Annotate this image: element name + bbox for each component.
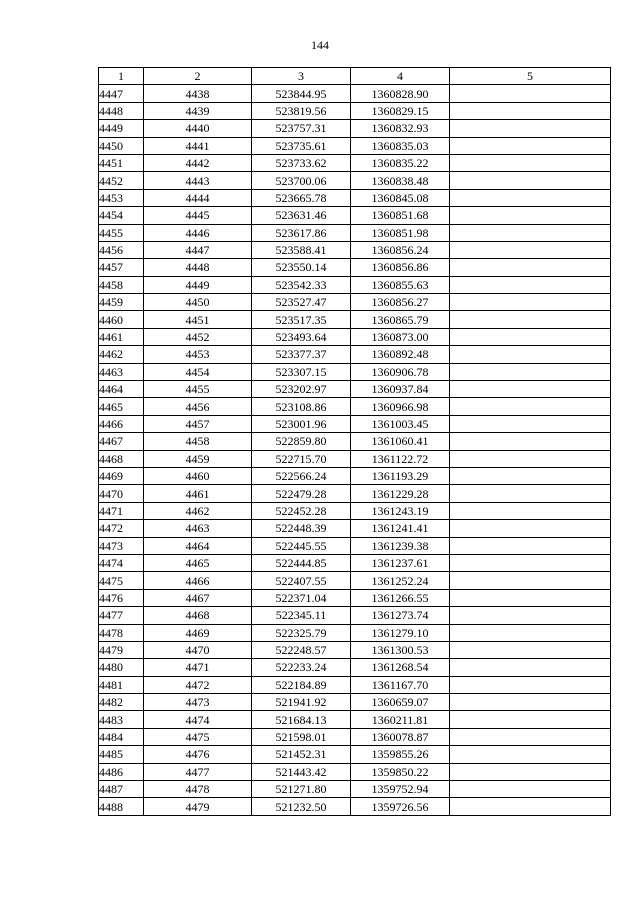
table-cell-col-1: 4472 — [99, 520, 144, 537]
table-cell-col-2: 4477 — [144, 763, 252, 780]
table-cell-col-2: 4468 — [144, 607, 252, 624]
table-cell-col-5 — [450, 172, 611, 189]
table-cell-col-5 — [450, 346, 611, 363]
table-cell-col-2: 4471 — [144, 659, 252, 676]
table-cell-col-3: 522859.80 — [252, 433, 351, 450]
table-cell-col-2: 4456 — [144, 398, 252, 415]
table-cell-col-4: 1360856.24 — [351, 241, 450, 258]
table-cell-col-1: 4475 — [99, 572, 144, 589]
table-cell-col-3: 523108.86 — [252, 398, 351, 415]
table-cell-col-5 — [450, 415, 611, 432]
table-cell-col-5 — [450, 537, 611, 554]
table-cell-col-1: 4487 — [99, 781, 144, 798]
table-cell-col-3: 521232.50 — [252, 798, 351, 815]
table-cell-col-4: 1361167.70 — [351, 676, 450, 693]
table-cell-col-1: 4452 — [99, 172, 144, 189]
table-cell-col-3: 523307.15 — [252, 363, 351, 380]
table-cell-col-1: 4473 — [99, 537, 144, 554]
table-row — [99, 172, 611, 189]
table-cell-col-2: 4455 — [144, 381, 252, 398]
table-cell-col-1: 4455 — [99, 224, 144, 241]
table-cell-col-5 — [450, 641, 611, 658]
table-cell-col-5 — [450, 763, 611, 780]
table-cell-col-1: 4488 — [99, 798, 144, 815]
table-cell-col-3: 523542.33 — [252, 276, 351, 293]
table-row — [99, 607, 611, 624]
table-row — [99, 711, 611, 728]
table-cell-col-3: 523757.31 — [252, 120, 351, 137]
table-row — [99, 415, 611, 432]
table-row — [99, 363, 611, 380]
table-cell-col-2: 4475 — [144, 728, 252, 745]
table-cell-col-1: 4457 — [99, 259, 144, 276]
table-row — [99, 433, 611, 450]
table-cell-col-2: 4454 — [144, 363, 252, 380]
table-cell-col-5 — [450, 520, 611, 537]
table-cell-col-5 — [450, 659, 611, 676]
table-cell-col-4: 1360078.87 — [351, 728, 450, 745]
table-cell-col-5 — [450, 711, 611, 728]
table-cell-col-1: 4465 — [99, 398, 144, 415]
table-cell-col-5 — [450, 781, 611, 798]
table-row — [99, 746, 611, 763]
table-cell-col-4: 1361060.41 — [351, 433, 450, 450]
table-cell-col-3: 522407.55 — [252, 572, 351, 589]
table-cell-col-2: 4469 — [144, 624, 252, 641]
table-row — [99, 502, 611, 519]
table-cell-col-2: 4478 — [144, 781, 252, 798]
table-cell-col-4: 1359850.22 — [351, 763, 450, 780]
table-cell-col-1: 4470 — [99, 485, 144, 502]
table-cell-col-1: 4450 — [99, 137, 144, 154]
table-cell-col-1: 4471 — [99, 502, 144, 519]
table-cell-col-2: 4473 — [144, 694, 252, 711]
table-cell-col-4: 1359726.56 — [351, 798, 450, 815]
table-cell-col-4: 1361266.55 — [351, 589, 450, 606]
table-cell-col-2: 4440 — [144, 120, 252, 137]
table-cell-col-5 — [450, 207, 611, 224]
table-row — [99, 328, 611, 345]
table-cell-col-2: 4445 — [144, 207, 252, 224]
table-cell-col-1: 4478 — [99, 624, 144, 641]
table-cell-col-5 — [450, 676, 611, 693]
table-row — [99, 537, 611, 554]
table-row — [99, 311, 611, 328]
table-cell-col-1: 4486 — [99, 763, 144, 780]
table-cell-col-2: 4441 — [144, 137, 252, 154]
table-cell-col-3: 522444.85 — [252, 554, 351, 571]
table-cell-col-1: 4480 — [99, 659, 144, 676]
table-cell-col-1: 4458 — [99, 276, 144, 293]
table-cell-col-1: 4481 — [99, 676, 144, 693]
table-cell-col-1: 4482 — [99, 694, 144, 711]
table-cell-col-4: 1361279.10 — [351, 624, 450, 641]
table-row — [99, 207, 611, 224]
table-cell-col-2: 4439 — [144, 102, 252, 119]
table-row — [99, 763, 611, 780]
table-cell-col-2: 4442 — [144, 154, 252, 171]
table-cell-col-1: 4459 — [99, 294, 144, 311]
table-cell-col-5 — [450, 467, 611, 484]
table-cell-col-5 — [450, 224, 611, 241]
table-cell-col-1: 4462 — [99, 346, 144, 363]
table-cell-col-5 — [450, 311, 611, 328]
table-cell-col-1: 4454 — [99, 207, 144, 224]
table-cell-col-1: 4477 — [99, 607, 144, 624]
table-cell-col-3: 522445.55 — [252, 537, 351, 554]
table-cell-col-3: 523588.41 — [252, 241, 351, 258]
table-cell-col-1: 4466 — [99, 415, 144, 432]
table-cell-col-4: 1360906.78 — [351, 363, 450, 380]
table-cell-col-2: 4449 — [144, 276, 252, 293]
table-cell-col-5 — [450, 189, 611, 206]
table-row — [99, 137, 611, 154]
table-cell-col-4: 1360937.84 — [351, 381, 450, 398]
table-cell-col-2: 4450 — [144, 294, 252, 311]
table-row — [99, 694, 611, 711]
table-cell-col-5 — [450, 728, 611, 745]
table-cell-col-2: 4448 — [144, 259, 252, 276]
table-cell-col-4: 1360855.63 — [351, 276, 450, 293]
table-cell-col-1: 4463 — [99, 363, 144, 380]
table-row — [99, 589, 611, 606]
table-cell-col-1: 4467 — [99, 433, 144, 450]
table-cell-col-2: 4472 — [144, 676, 252, 693]
table-cell-col-3: 522325.79 — [252, 624, 351, 641]
table-row — [99, 346, 611, 363]
table-cell-col-2: 4447 — [144, 241, 252, 258]
table-cell-col-1: 4447 — [99, 85, 144, 102]
table-cell-col-4: 1360851.68 — [351, 207, 450, 224]
table-cell-col-2: 4438 — [144, 85, 252, 102]
table-cell-col-1: 4449 — [99, 120, 144, 137]
table-cell-col-4: 1359752.94 — [351, 781, 450, 798]
table-cell-col-1: 4476 — [99, 589, 144, 606]
table-cell-col-5 — [450, 276, 611, 293]
table-cell-col-1: 4464 — [99, 381, 144, 398]
table-cell-col-4: 1360966.98 — [351, 398, 450, 415]
table-cell-col-4: 1360856.86 — [351, 259, 450, 276]
table-cell-col-1: 4448 — [99, 102, 144, 119]
table-cell-col-3: 523001.96 — [252, 415, 351, 432]
table-cell-col-4: 1360856.27 — [351, 294, 450, 311]
table-row — [99, 381, 611, 398]
table-cell-col-1: 4451 — [99, 154, 144, 171]
table-cell-col-4: 1360211.81 — [351, 711, 450, 728]
table-cell-col-2: 4452 — [144, 328, 252, 345]
table-cell-col-3: 522184.89 — [252, 676, 351, 693]
table-cell-col-2: 4476 — [144, 746, 252, 763]
table-cell-col-3: 522345.11 — [252, 607, 351, 624]
table-cell-col-5 — [450, 554, 611, 571]
table-row — [99, 120, 611, 137]
table-row — [99, 276, 611, 293]
table-cell-col-3: 523844.95 — [252, 85, 351, 102]
table-cell-col-3: 521452.31 — [252, 746, 351, 763]
column-header-3: 3 — [252, 68, 351, 85]
table-cell-col-5 — [450, 85, 611, 102]
table-cell-col-3: 522371.04 — [252, 589, 351, 606]
table-cell-col-4: 1361122.72 — [351, 450, 450, 467]
table-cell-col-5 — [450, 154, 611, 171]
table-cell-col-5 — [450, 485, 611, 502]
table-cell-col-5 — [450, 102, 611, 119]
table-cell-col-3: 523527.47 — [252, 294, 351, 311]
table-cell-col-3: 522452.28 — [252, 502, 351, 519]
table-cell-col-4: 1361237.61 — [351, 554, 450, 571]
table-cell-col-2: 4467 — [144, 589, 252, 606]
table-cell-col-3: 521684.13 — [252, 711, 351, 728]
table-cell-col-4: 1360865.79 — [351, 311, 450, 328]
table-cell-col-5 — [450, 259, 611, 276]
table-cell-col-3: 523550.14 — [252, 259, 351, 276]
table-cell-col-1: 4484 — [99, 728, 144, 745]
table-cell-col-4: 1360838.48 — [351, 172, 450, 189]
table-cell-col-4: 1360835.22 — [351, 154, 450, 171]
table-cell-col-3: 522448.39 — [252, 520, 351, 537]
table-row — [99, 85, 611, 102]
table-row — [99, 294, 611, 311]
table-cell-col-4: 1360828.90 — [351, 85, 450, 102]
table-cell-col-5 — [450, 363, 611, 380]
table-cell-col-5 — [450, 120, 611, 137]
table-cell-col-5 — [450, 328, 611, 345]
table-cell-col-2: 4443 — [144, 172, 252, 189]
table-row — [99, 728, 611, 745]
table-cell-col-4: 1361193.29 — [351, 467, 450, 484]
table-cell-col-3: 523819.56 — [252, 102, 351, 119]
table-cell-col-3: 523665.78 — [252, 189, 351, 206]
table-cell-col-5 — [450, 398, 611, 415]
table-cell-col-5 — [450, 572, 611, 589]
table-cell-col-1: 4483 — [99, 711, 144, 728]
table-cell-col-3: 523517.35 — [252, 311, 351, 328]
table-cell-col-5 — [450, 589, 611, 606]
table-cell-col-1: 4468 — [99, 450, 144, 467]
table-header-row — [99, 68, 611, 85]
table-cell-col-2: 4459 — [144, 450, 252, 467]
table-cell-col-2: 4464 — [144, 537, 252, 554]
table-row — [99, 485, 611, 502]
page-number: 144 — [311, 38, 329, 52]
table-cell-col-2: 4479 — [144, 798, 252, 815]
table-cell-col-4: 1361241.41 — [351, 520, 450, 537]
table-row — [99, 154, 611, 171]
table-cell-col-4: 1360873.00 — [351, 328, 450, 345]
table-cell-col-3: 521941.92 — [252, 694, 351, 711]
table-cell-col-4: 1360832.93 — [351, 120, 450, 137]
table-cell-col-5 — [450, 746, 611, 763]
table-cell-col-2: 4463 — [144, 520, 252, 537]
table-cell-col-4: 1361268.54 — [351, 659, 450, 676]
table-cell-col-2: 4446 — [144, 224, 252, 241]
table-cell-col-1: 4485 — [99, 746, 144, 763]
table-cell-col-4: 1361243.19 — [351, 502, 450, 519]
table-row — [99, 624, 611, 641]
table-cell-col-1: 4461 — [99, 328, 144, 345]
table-row — [99, 572, 611, 589]
column-header-2: 2 — [144, 68, 252, 85]
table-cell-col-1: 4469 — [99, 467, 144, 484]
table-cell-col-5 — [450, 624, 611, 641]
table-cell-col-5 — [450, 450, 611, 467]
table-row — [99, 554, 611, 571]
table-cell-col-5 — [450, 294, 611, 311]
table-cell-col-4: 1361273.74 — [351, 607, 450, 624]
table-cell-col-5 — [450, 798, 611, 815]
table-cell-col-3: 523493.64 — [252, 328, 351, 345]
coordinates-table — [98, 67, 611, 816]
table-cell-col-2: 4460 — [144, 467, 252, 484]
table-cell-col-3: 522479.28 — [252, 485, 351, 502]
table-cell-col-4: 1361239.38 — [351, 537, 450, 554]
table-cell-col-2: 4474 — [144, 711, 252, 728]
table-cell-col-4: 1360851.98 — [351, 224, 450, 241]
table-cell-col-2: 4461 — [144, 485, 252, 502]
table-row — [99, 224, 611, 241]
table-cell-col-2: 4466 — [144, 572, 252, 589]
table-cell-col-3: 523617.86 — [252, 224, 351, 241]
table-cell-col-3: 522248.57 — [252, 641, 351, 658]
table-row — [99, 641, 611, 658]
table-cell-col-1: 4479 — [99, 641, 144, 658]
table-cell-col-4: 1361300.53 — [351, 641, 450, 658]
table-cell-col-5 — [450, 607, 611, 624]
table-row — [99, 398, 611, 415]
column-header-4: 4 — [351, 68, 450, 85]
table-cell-col-3: 521598.01 — [252, 728, 351, 745]
table-row — [99, 676, 611, 693]
table-row — [99, 798, 611, 815]
table-cell-col-2: 4470 — [144, 641, 252, 658]
column-header-1: 1 — [99, 68, 144, 85]
table-cell-col-3: 521443.42 — [252, 763, 351, 780]
table-row — [99, 102, 611, 119]
table-row — [99, 467, 611, 484]
table-row — [99, 241, 611, 258]
table-cell-col-2: 4462 — [144, 502, 252, 519]
table-cell-col-3: 523377.37 — [252, 346, 351, 363]
table-cell-col-4: 1359855.26 — [351, 746, 450, 763]
table-cell-col-1: 4453 — [99, 189, 144, 206]
column-header-5: 5 — [450, 68, 611, 85]
table-cell-col-1: 4460 — [99, 311, 144, 328]
table-cell-col-2: 4444 — [144, 189, 252, 206]
table-cell-col-3: 523735.61 — [252, 137, 351, 154]
table-cell-col-3: 523733.62 — [252, 154, 351, 171]
table-cell-col-1: 4474 — [99, 554, 144, 571]
table-cell-col-3: 523631.46 — [252, 207, 351, 224]
table-cell-col-5 — [450, 381, 611, 398]
table-row — [99, 450, 611, 467]
table-cell-col-5 — [450, 433, 611, 450]
table-cell-col-4: 1361252.24 — [351, 572, 450, 589]
table-cell-col-4: 1360892.48 — [351, 346, 450, 363]
table-cell-col-2: 4458 — [144, 433, 252, 450]
table-cell-col-3: 522715.70 — [252, 450, 351, 467]
table-cell-col-3: 522566.24 — [252, 467, 351, 484]
table-row — [99, 781, 611, 798]
table-cell-col-2: 4453 — [144, 346, 252, 363]
table-cell-col-2: 4465 — [144, 554, 252, 571]
table-cell-col-3: 521271.80 — [252, 781, 351, 798]
table-cell-col-4: 1361003.45 — [351, 415, 450, 432]
table-row — [99, 189, 611, 206]
table-cell-col-4: 1360659.07 — [351, 694, 450, 711]
table-cell-col-2: 4451 — [144, 311, 252, 328]
table-cell-col-5 — [450, 502, 611, 519]
table-cell-col-3: 523202.97 — [252, 381, 351, 398]
table-cell-col-3: 522233.24 — [252, 659, 351, 676]
table-cell-col-4: 1360835.03 — [351, 137, 450, 154]
table-row — [99, 659, 611, 676]
table-body — [99, 85, 611, 815]
table-cell-col-3: 523700.06 — [252, 172, 351, 189]
table-cell-col-1: 4456 — [99, 241, 144, 258]
table-cell-col-4: 1360829.15 — [351, 102, 450, 119]
table-row — [99, 520, 611, 537]
table-cell-col-5 — [450, 241, 611, 258]
table-cell-col-5 — [450, 694, 611, 711]
table-cell-col-4: 1361229.28 — [351, 485, 450, 502]
table-cell-col-2: 4457 — [144, 415, 252, 432]
table-cell-col-5 — [450, 137, 611, 154]
table-cell-col-4: 1360845.08 — [351, 189, 450, 206]
table-row — [99, 259, 611, 276]
